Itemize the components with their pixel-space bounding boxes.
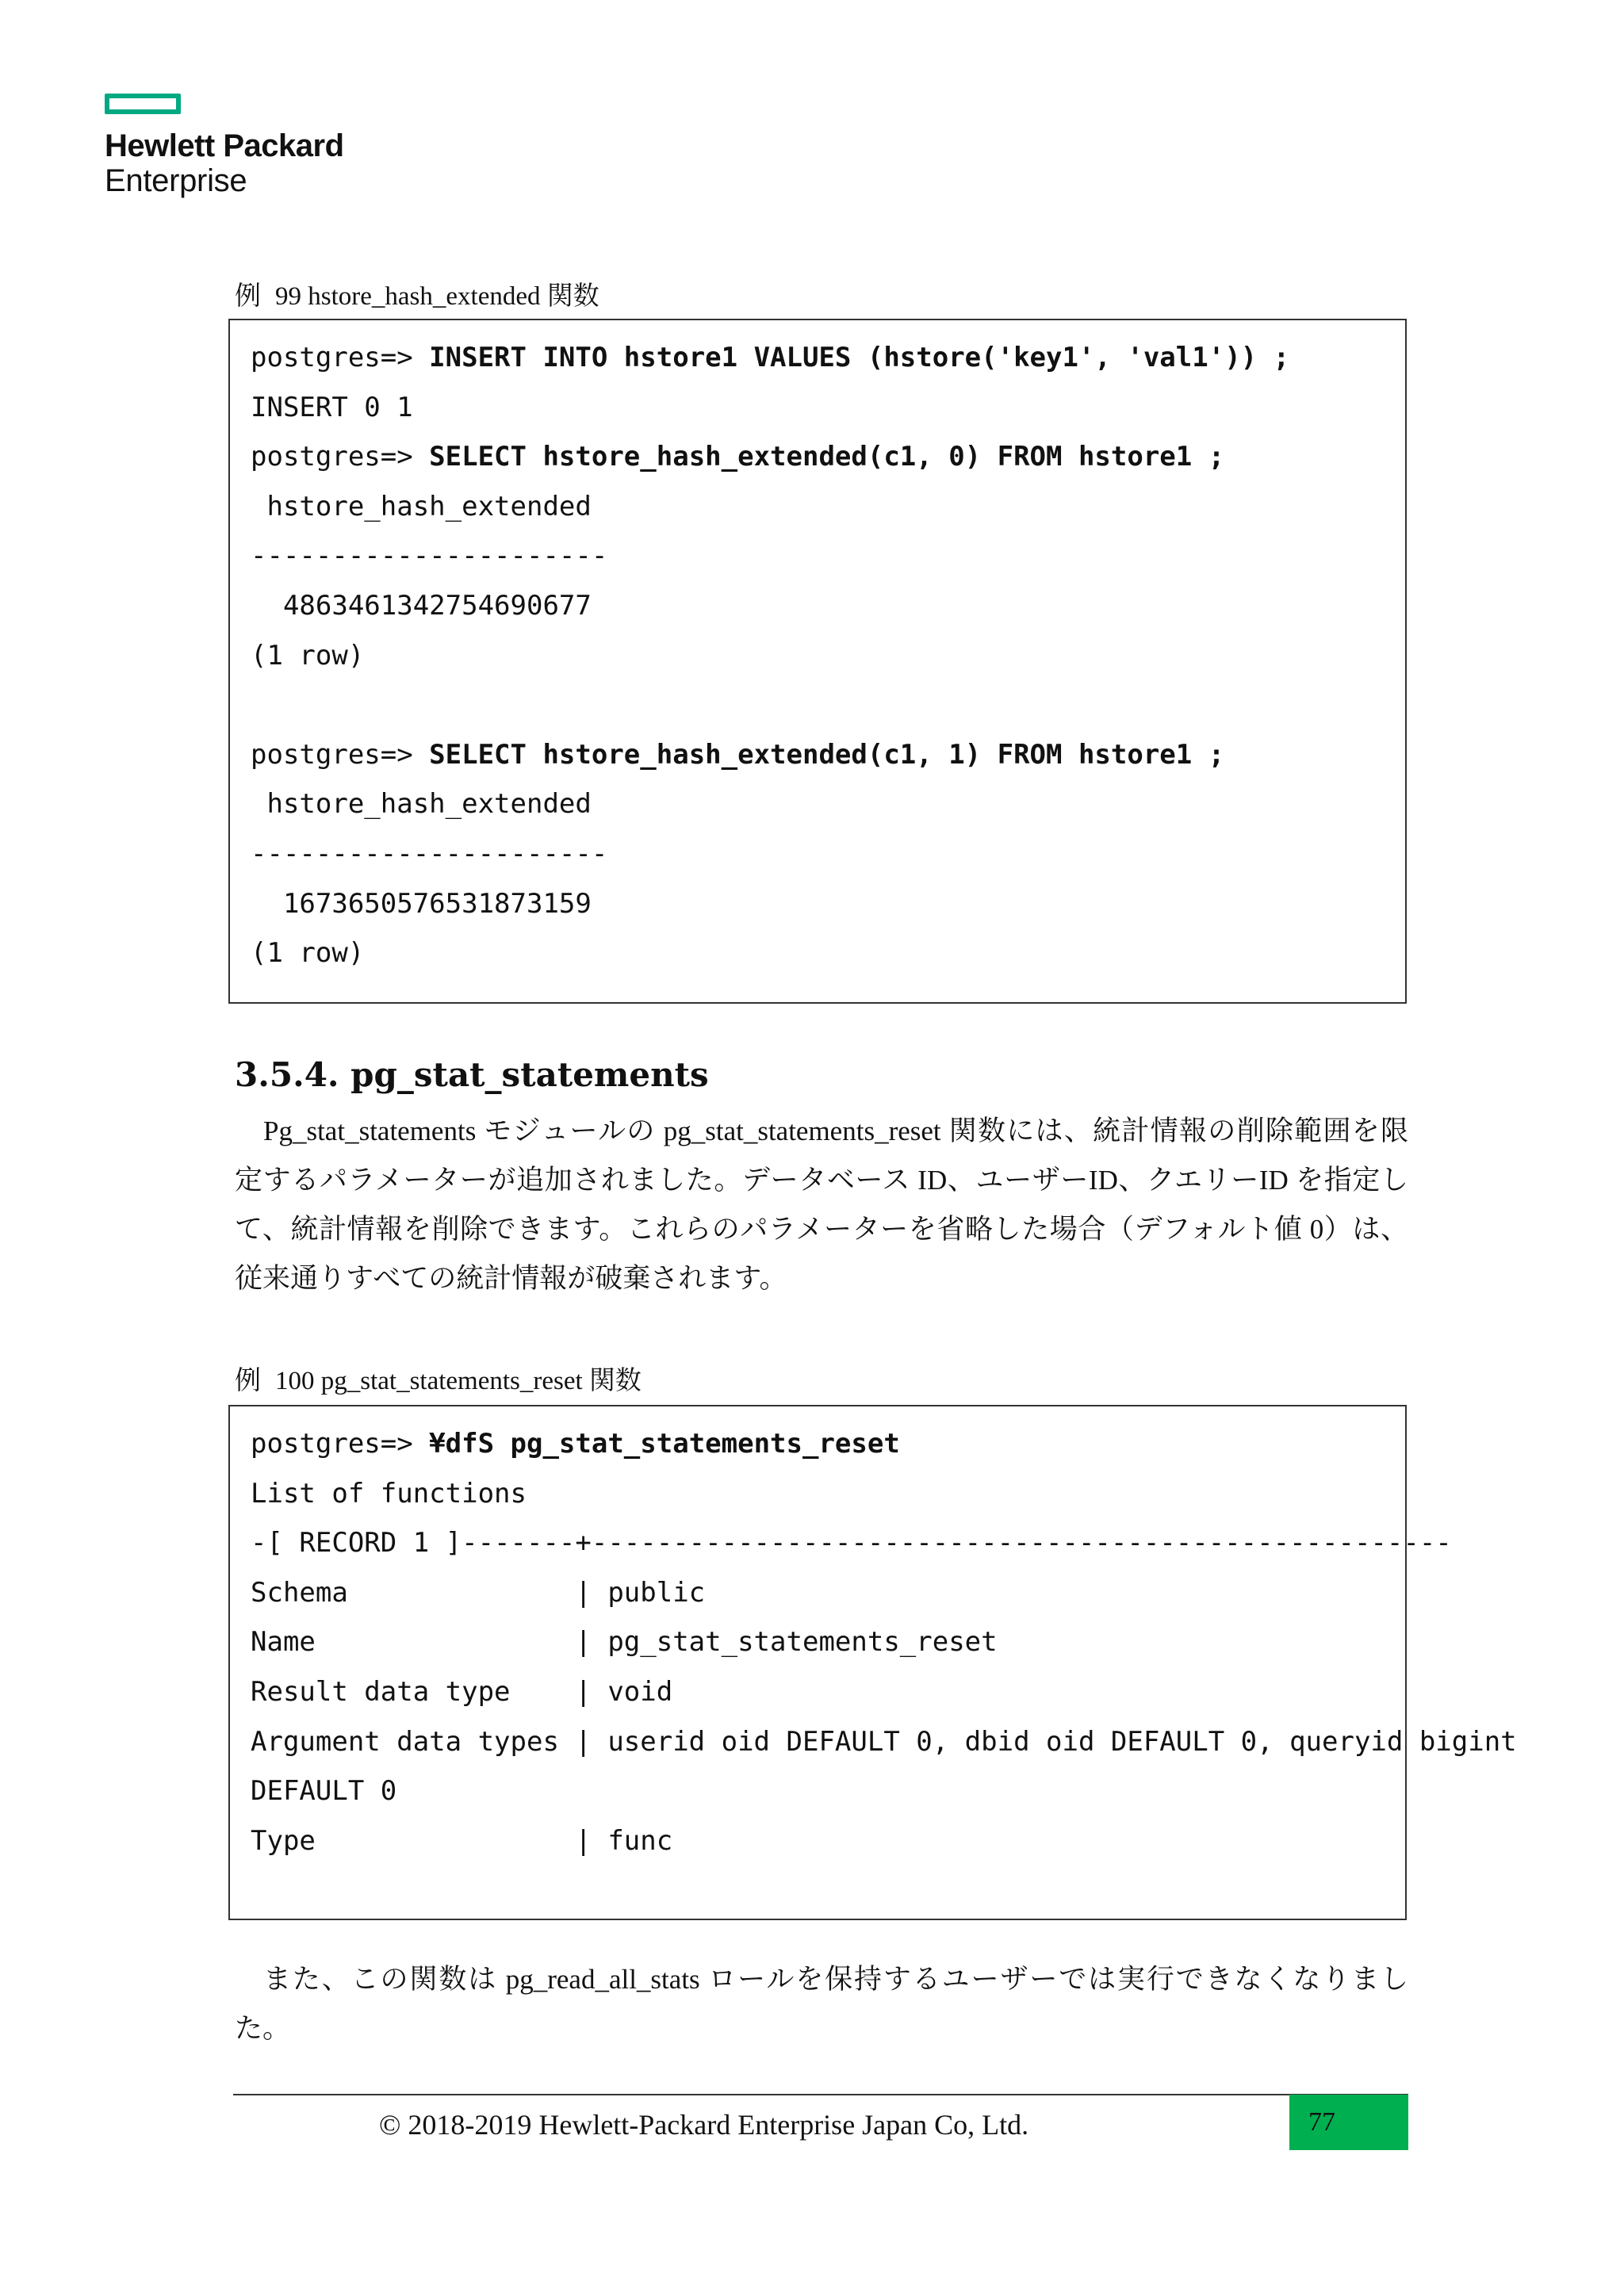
- code-line: [251, 631, 1386, 681]
- code-line: [251, 1866, 1386, 1915]
- code-line-prompt: ----------------------: [251, 837, 608, 870]
- code-line-prompt: Argument data types | userid oid DEFAULT 0, dbid oid DEFAULT 0, queryid bigint: [251, 1725, 1517, 1758]
- hpe-logo: [105, 94, 344, 198]
- code-line-prompt: INSERT 0 1: [251, 391, 413, 423]
- footer-rule: [233, 2094, 1408, 2095]
- closing-paragraph: [235, 1955, 1408, 2053]
- code-line-prompt: hstore_hash_extended: [251, 490, 592, 522]
- closing-paragraph-text: また、この関数は pg_read_all_stats ロールを保持するユーザーでは実行できなくなりました。: [235, 1964, 1408, 2044]
- footer-copyright: © 2018-2019 Hewlett-Packard Enterprise Japan Co, Ltd.: [379, 2109, 1029, 2141]
- code-line-prompt: (1 row): [251, 937, 365, 970]
- code-line-command: ¥dfS pg_stat_statements_reset: [429, 1428, 900, 1460]
- code-line: [251, 879, 1386, 929]
- code-line-prompt: hstore_hash_extended: [251, 788, 592, 821]
- example1-caption: [235, 281, 599, 312]
- code-line: [251, 1518, 1452, 1568]
- example2-code-block: [228, 1405, 1517, 1920]
- code-line: [251, 928, 1386, 978]
- code-line: [251, 432, 1386, 482]
- code-line-prompt: List of functions: [251, 1477, 527, 1510]
- code-line: [251, 531, 1386, 581]
- code-line: [251, 383, 1386, 433]
- code-line: [251, 730, 1386, 780]
- code-line-command: SELECT hstore_hash_extended(c1, 1) FROM hstore1 ;: [429, 738, 1225, 771]
- code-line-prompt: 1673650576531873159: [251, 887, 592, 920]
- example1-code-block: [228, 319, 1407, 1004]
- code-line: [251, 333, 1386, 383]
- code-line-command: INSERT INTO hstore1 VALUES (hstore('key1', 'val1')) ;: [429, 342, 1290, 373]
- code-line: [251, 680, 1386, 730]
- code-line: [251, 779, 1386, 829]
- code-line: [251, 1469, 1386, 1519]
- code-line-prompt: DEFAULT 0: [251, 1775, 397, 1808]
- code-line-command: SELECT hstore_hash_extended(c1, 0) FROM hstore1 ;: [429, 441, 1225, 473]
- code-line-prompt: ----------------------: [251, 540, 608, 572]
- code-line-prompt: Schema | public: [251, 1576, 706, 1609]
- code-line-prompt: postgres=>: [251, 738, 430, 771]
- section-paragraph-text: Pg_stat_statements モジュールの pg_stat_statements_reset 関数には、統計情報の削除範囲を限定するパラメーターが追加されました。データベース ID、ユーザーID、クエリーID を指定して、統計情報を削除できます。これらのパラメーターを省略した場合（デフォルト値 0）は、従来通りすべての統計情報が破棄されます。: [235, 1115, 1408, 1294]
- code-line: [251, 1419, 1386, 1469]
- page-number: 77: [1308, 2107, 1335, 2137]
- code-line-prompt: Type | func: [251, 1824, 673, 1857]
- example2-label: 例: [235, 1367, 261, 1395]
- code-line: [251, 1667, 1386, 1717]
- example1-label: 例: [235, 282, 261, 311]
- example2-caption: [235, 1365, 642, 1397]
- code-line: [251, 1766, 1386, 1816]
- code-line: [251, 1568, 1386, 1618]
- code-line: [251, 581, 1386, 631]
- section-heading: 3.5.4. pg_stat_statements: [235, 1055, 709, 1094]
- code-line-prompt: Name | pg_stat_statements_reset: [251, 1626, 998, 1659]
- example1-title: 99 hstore_hash_extended 関数: [275, 282, 599, 311]
- code-line-prompt: postgres=>: [251, 441, 430, 473]
- code-line-prompt: 4863461342754690677: [251, 589, 592, 622]
- code-line-prompt: postgres=>: [251, 342, 430, 373]
- hpe-logo-bar-icon: [105, 94, 181, 114]
- section-paragraph: [235, 1107, 1408, 1303]
- code-line: [251, 1816, 1386, 1866]
- code-line-prompt: (1 row): [251, 639, 365, 672]
- example2-title: 100 pg_stat_statements_reset 関数: [275, 1367, 642, 1395]
- logo-text-line2: Enterprise: [105, 163, 247, 198]
- code-line: [251, 1717, 1517, 1767]
- logo-text-line1: Hewlett Packard: [105, 128, 344, 163]
- code-line: [251, 482, 1386, 532]
- code-line-prompt: postgres=>: [251, 1428, 430, 1460]
- code-line-prompt: Result data type | void: [251, 1675, 673, 1708]
- page-number-box: [1289, 2095, 1408, 2150]
- code-line-prompt: -[ RECORD 1 ]-------+-----------------------------------------------------: [251, 1527, 1452, 1559]
- code-line: [251, 1617, 1386, 1667]
- code-line: [251, 829, 1386, 879]
